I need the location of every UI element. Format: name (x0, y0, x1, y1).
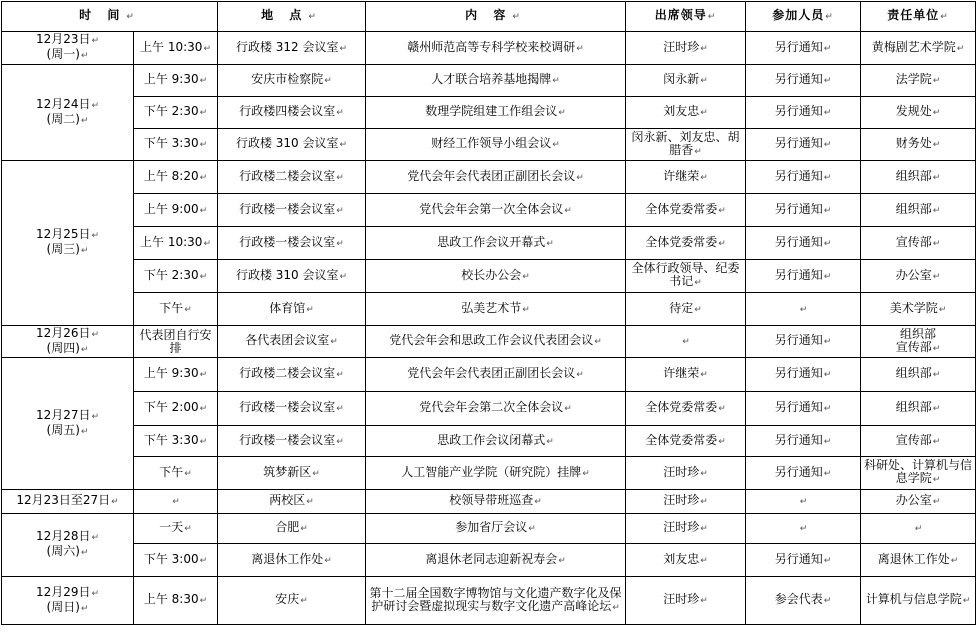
unit-cell: 宣传部 ↵ (861, 426, 976, 457)
leader-cell: 闵永新、刘友忠、胡腊香 ↵ (626, 129, 746, 161)
date-cell: 12月29日 ↵ (周日) ↵ (2, 577, 134, 625)
place-cell: 行政楼二楼会议室 ↵ (218, 358, 366, 392)
place-cell: 行政楼四楼会议室 ↵ (218, 97, 366, 129)
attendees-cell: 参会代表 ↵ (746, 577, 861, 625)
content-cell: 思政工作会议开幕式 ↵ (366, 227, 626, 260)
time-cell: 下午 3:30 ↵ (134, 129, 218, 161)
unit-cell: 黄梅剧艺术学院 ↵ (861, 32, 976, 65)
table-row (2, 426, 976, 457)
content-cell: 党代会年会第二次全体会议 ↵ (366, 392, 626, 426)
leader-cell: 许继荣 ↵ (626, 161, 746, 194)
place-cell: 离退休工作处 ↵ (218, 544, 366, 577)
leader-cell: 许继荣 ↵ (626, 358, 746, 392)
attendees-cell: 另行通知 ↵ (746, 426, 861, 457)
table-row (2, 65, 976, 97)
attendees-cell: 另行通知 ↵ (746, 326, 861, 358)
attendees-cell: 另行通知 ↵ (746, 392, 861, 426)
unit-cell: 宣传部 ↵ (861, 227, 976, 260)
place-cell: 行政楼 312 会议室 ↵ (218, 32, 366, 65)
place-cell: 行政楼一楼会议室 ↵ (218, 194, 366, 227)
content-cell: 第十二届全国数字博物馆与文化遗产数字化及保护研讨会暨虚拟现实与数字文化遗产高峰论坛 ↵ (366, 577, 626, 625)
leader-cell: 全体行政领导、纪委书记 ↵ (626, 260, 746, 293)
leader-cell: 待定 ↵ (626, 293, 746, 326)
header-row (2, 2, 976, 32)
unit-cell: 财务处 ↵ (861, 129, 976, 161)
date-cell: 12月25日 ↵ (周三) ↵ (2, 161, 134, 326)
table-row (2, 194, 976, 227)
place-cell: 行政楼一楼会议室 ↵ (218, 426, 366, 457)
date-cell: 12月27日 ↵ (周五) ↵ (2, 358, 134, 490)
table-row (2, 490, 976, 514)
place-cell: 安庆 ↵ (218, 577, 366, 625)
leader-cell (626, 326, 746, 358)
table-row (2, 358, 976, 392)
time-cell: 下午 3:00 ↵ (134, 544, 218, 577)
time-cell: 下午 3:30 ↵ (134, 426, 218, 457)
header-leader: 出席领导 ↵ (626, 2, 746, 32)
header-time: 时 间 ↵ (2, 2, 218, 32)
content-cell: 人工智能产业学院（研究院）挂牌 ↵ (366, 457, 626, 490)
content-cell: 赣州师范高等专科学校来校调研 ↵ (366, 32, 626, 65)
place-cell: 各代表团会议室 ↵ (218, 326, 366, 358)
time-cell: 下午 2:30 ↵ (134, 97, 218, 129)
content-cell: 党代会年会代表团正副团长会议 ↵ (366, 161, 626, 194)
leader-cell: 全体党委常委 ↵ (626, 426, 746, 457)
unit-cell: 办公室 ↵ (861, 260, 976, 293)
table-row (2, 577, 976, 625)
place-cell: 两校区 ↵ (218, 490, 366, 514)
header-place: 地 点 ↵ (218, 2, 366, 32)
place-cell: 行政楼一楼会议室 ↵ (218, 227, 366, 260)
content-cell: 思政工作会议闭幕式 ↵ (366, 426, 626, 457)
content-cell: 校长办公会 ↵ (366, 260, 626, 293)
attendees-cell (746, 293, 861, 326)
content-cell: 人才联合培养基地揭牌 ↵ (366, 65, 626, 97)
leader-cell: 刘友忠 ↵ (626, 544, 746, 577)
attendees-cell (746, 490, 861, 514)
attendees-cell: 另行通知 ↵ (746, 544, 861, 577)
unit-cell: 计算机与信息学院 ↵ (861, 577, 976, 625)
leader-cell: 全体党委常委 ↵ (626, 392, 746, 426)
attendees-cell: 另行通知 ↵ (746, 194, 861, 227)
attendees-cell: 另行通知 ↵ (746, 260, 861, 293)
content-cell: 弘美艺术节 ↵ (366, 293, 626, 326)
attendees-cell: 另行通知 ↵ (746, 129, 861, 161)
attendees-cell: 另行通知 ↵ (746, 65, 861, 97)
leader-cell: 汪时珍 ↵ (626, 32, 746, 65)
unit-cell (861, 514, 976, 544)
place-cell: 合肥 ↵ (218, 514, 366, 544)
table-row (2, 32, 976, 65)
unit-cell: 发规处 ↵ (861, 97, 976, 129)
attendees-cell: 另行通知 ↵ (746, 161, 861, 194)
unit-cell: 法学院 ↵ (861, 65, 976, 97)
leader-cell: 汪时珍 ↵ (626, 490, 746, 514)
date-cell: 12月28日 ↵ (周六) ↵ (2, 514, 134, 577)
place-cell: 行政楼二楼会议室 ↵ (218, 161, 366, 194)
content-cell: 财经工作领导小组会议 ↵ (366, 129, 626, 161)
time-cell (134, 490, 218, 514)
table-row (2, 260, 976, 293)
time-cell: 下午 2:00 ↵ (134, 392, 218, 426)
place-cell: 安庆市检察院 ↵ (218, 65, 366, 97)
place-cell: 行政楼一楼会议室 ↵ (218, 392, 366, 426)
time-cell: 上午 8:30 ↵ (134, 577, 218, 625)
leader-cell: 汪时珍 ↵ (626, 514, 746, 544)
time-cell: 一天 ↵ (134, 514, 218, 544)
content-cell: 党代会年会和思政工作会议代表团会议 ↵ (366, 326, 626, 358)
content-cell: 党代会年会代表团正副团长会议 ↵ (366, 358, 626, 392)
time-cell: 上午 10:30 ↵ (134, 227, 218, 260)
table-row (2, 326, 976, 358)
unit-cell: 组织部 ↵ (861, 392, 976, 426)
attendees-cell (746, 514, 861, 544)
unit-cell: 组织部 ↵ (861, 161, 976, 194)
date-cell: 12月26日 ↵ (周四) ↵ (2, 326, 134, 358)
table-row (2, 227, 976, 260)
attendees-cell: 另行通知 ↵ (746, 227, 861, 260)
leader-cell: 全体党委常委 ↵ (626, 194, 746, 227)
table-row (2, 293, 976, 326)
unit-cell: 美术学院 ↵ (861, 293, 976, 326)
table-row (2, 392, 976, 426)
attendees-cell: 另行通知 ↵ (746, 97, 861, 129)
leader-cell: 汪时珍 ↵ (626, 457, 746, 490)
place-cell: 行政楼 310 会议室 ↵ (218, 129, 366, 161)
date-cell: 12月23日 ↵ (周一) ↵ (2, 32, 134, 65)
leader-cell: 刘友忠 ↵ (626, 97, 746, 129)
unit-cell: 离退休工作处 ↵ (861, 544, 976, 577)
unit-cell: 组织部 宣传部 ↵ (861, 326, 976, 358)
leader-cell: 闵永新 ↵ (626, 65, 746, 97)
place-cell: 行政楼 310 会议室 ↵ (218, 260, 366, 293)
place-cell: 体育馆 ↵ (218, 293, 366, 326)
time-cell: 上午 9:00 ↵ (134, 194, 218, 227)
time-cell: 下午 ↵ (134, 293, 218, 326)
attendees-cell: 另行通知 ↵ (746, 457, 861, 490)
schedule-table (1, 1, 976, 625)
table-row (2, 129, 976, 161)
table-row (2, 457, 976, 490)
attendees-cell: 另行通知 ↵ (746, 32, 861, 65)
time-cell: 上午 8:20 ↵ (134, 161, 218, 194)
table-row (2, 161, 976, 194)
time-cell: 上午 9:30 ↵ (134, 65, 218, 97)
content-cell: 参加省厅会议 ↵ (366, 514, 626, 544)
place-cell: 筑梦新区 ↵ (218, 457, 366, 490)
content-cell: 数理学院组建工作组会议 ↵ (366, 97, 626, 129)
time-cell: 上午 10:30 ↵ (134, 32, 218, 65)
table-row (2, 544, 976, 577)
unit-cell: 组织部 ↵ (861, 358, 976, 392)
date-cell: 12月23日至27日 ↵ (2, 490, 134, 514)
time-cell: 代表团自行安排 (134, 326, 218, 358)
leader-cell: 汪时珍 ↵ (626, 577, 746, 625)
time-cell: 下午 2:30 ↵ (134, 260, 218, 293)
time-cell: 下午 ↵ (134, 457, 218, 490)
time-cell: 上午 9:30 ↵ (134, 358, 218, 392)
table-row (2, 97, 976, 129)
content-cell: 校领导带班巡查 ↵ (366, 490, 626, 514)
header-unit: 责任单位 ↵ (861, 2, 976, 32)
header-content: 内 容 ↵ (366, 2, 626, 32)
content-cell: 离退休老同志迎新祝寿会 ↵ (366, 544, 626, 577)
table-row (2, 514, 976, 544)
unit-cell: 办公室 ↵ (861, 490, 976, 514)
leader-cell: 全体党委常委 ↵ (626, 227, 746, 260)
unit-cell: 科研处、计算机与信息学院 ↵ (861, 457, 976, 490)
header-attendees: 参加人员 ↵ (746, 2, 861, 32)
unit-cell: 组织部 ↵ (861, 194, 976, 227)
attendees-cell: 另行通知 ↵ (746, 358, 861, 392)
date-cell: 12月24日 ↵ (周二) ↵ (2, 65, 134, 161)
content-cell: 党代会年会第一次全体会议 ↵ (366, 194, 626, 227)
